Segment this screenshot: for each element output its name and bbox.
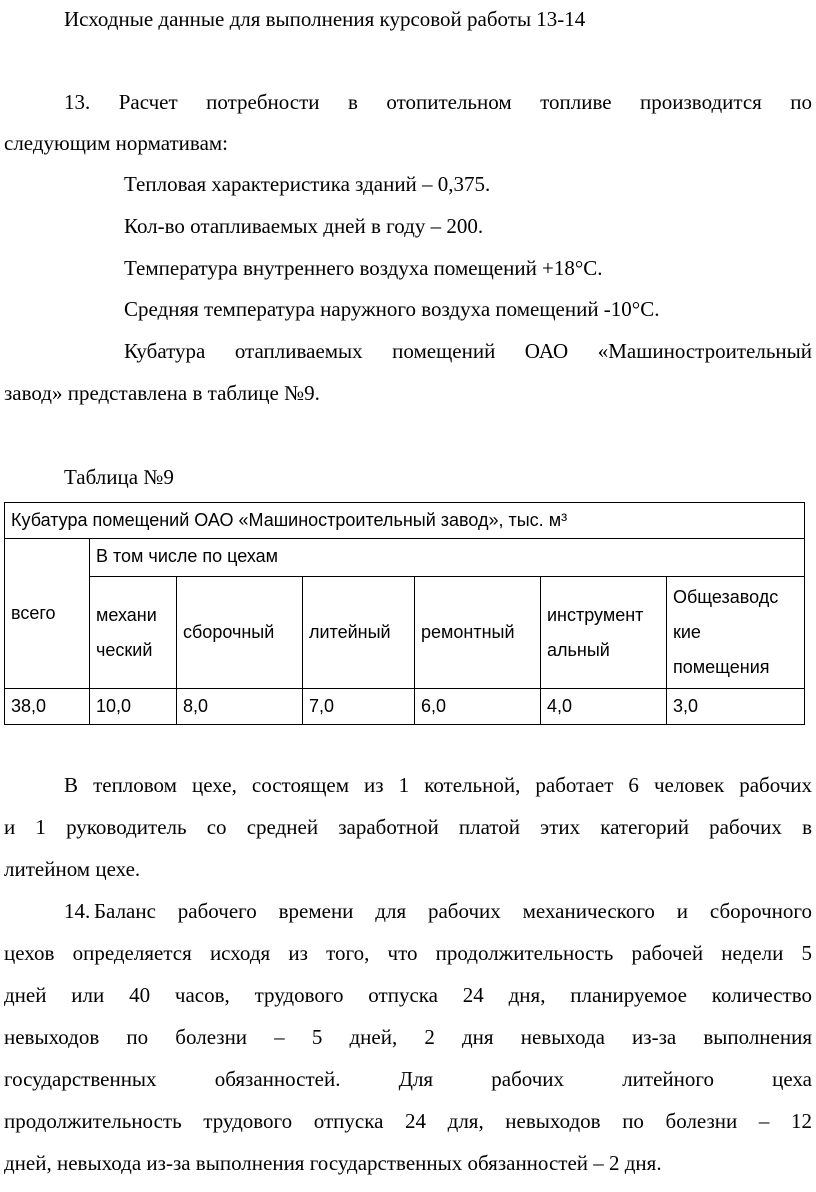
section14-line: цехов определяется исходя из того, что продолжительность рабочей недели 5 bbox=[4, 941, 812, 965]
table-cell: 3,0 bbox=[667, 689, 805, 725]
section13-intro-line1: 13. Расчет потребности в отопительном топливе производится по bbox=[64, 90, 812, 114]
section14-line: государственных обязанностей. Для рабочих литейного цеха bbox=[4, 1067, 812, 1091]
bullet-continuation: завод» представлена в таблице №9. bbox=[4, 381, 320, 405]
heat-paragraph-line1: В тепловом цехе, состоящем из 1 котельной, работает 6 человек рабочих bbox=[64, 773, 812, 797]
table-cell: 6,0 bbox=[415, 689, 541, 725]
bullet-text: Средняя температура наружного воздуха помещений -10°С. bbox=[124, 297, 660, 321]
cubature-table bbox=[4, 502, 805, 725]
table-cell: 10,0 bbox=[90, 689, 177, 725]
table-row bbox=[5, 689, 805, 725]
table-cell: 8,0 bbox=[177, 689, 303, 725]
document-heading: Исходные данные для выполнения курсовой работы 13-14 bbox=[64, 7, 586, 31]
col-header-total: всего bbox=[5, 539, 90, 689]
col-header-assembly: сборочный bbox=[177, 577, 303, 689]
table-cell: 38,0 bbox=[5, 689, 90, 725]
bullet-text: Температура внутреннего воздуха помещений +18°С. bbox=[124, 256, 603, 280]
col-header-repair: ремонтный bbox=[415, 577, 541, 689]
section14-line: дней, невыхода из-за выполнения государственных обязанностей – 2 дня. bbox=[4, 1151, 662, 1175]
table-title-row bbox=[5, 503, 805, 539]
table-title: Кубатура помещений ОАО «Машиностроительный завод», тыс. м³ bbox=[5, 503, 805, 539]
table-subheader-row bbox=[5, 539, 805, 577]
table-cell: 7,0 bbox=[303, 689, 415, 725]
col-header-plantwide: Общезаводс кие помещения bbox=[667, 577, 805, 689]
table-caption: Таблица №9 bbox=[64, 465, 174, 489]
col-header-mechanical: механи ческий bbox=[90, 577, 177, 689]
bullet-text: Кубатура отапливаемых помещений ОАО «Машиностроительный bbox=[124, 339, 812, 363]
section14-line: невыходов по болезни – 5 дней, 2 дня невыхода из-за выполнения bbox=[4, 1025, 812, 1049]
section14-line: продолжительность трудового отпуска 24 для, невыходов по болезни – 12 bbox=[4, 1109, 812, 1133]
col-header-tool: инструмент альный bbox=[541, 577, 667, 689]
section14-line: дней или 40 часов, трудового отпуска 24 дня, планируемое количество bbox=[4, 983, 812, 1007]
bullet-text: Кол-во отапливаемых дней в году – 200. bbox=[124, 214, 484, 238]
col-header-foundry: литейный bbox=[303, 577, 415, 689]
table-subheader: В том числе по цехам bbox=[90, 539, 805, 577]
heat-paragraph-line2: и 1 руководитель со средней заработной платой этих категорий рабочих в bbox=[4, 815, 812, 839]
section14-line: Баланс рабочего времени для рабочих механического и сборочного bbox=[94, 899, 812, 923]
bullet-text: Тепловая характеристика зданий – 0,375. bbox=[124, 172, 491, 196]
section13-intro-line2: следующим нормативам: bbox=[4, 131, 229, 155]
table-header-row bbox=[5, 577, 805, 689]
heat-paragraph-line3: литейном цехе. bbox=[4, 857, 141, 881]
table-cell: 4,0 bbox=[541, 689, 667, 725]
section14-number: 14. bbox=[64, 899, 91, 923]
